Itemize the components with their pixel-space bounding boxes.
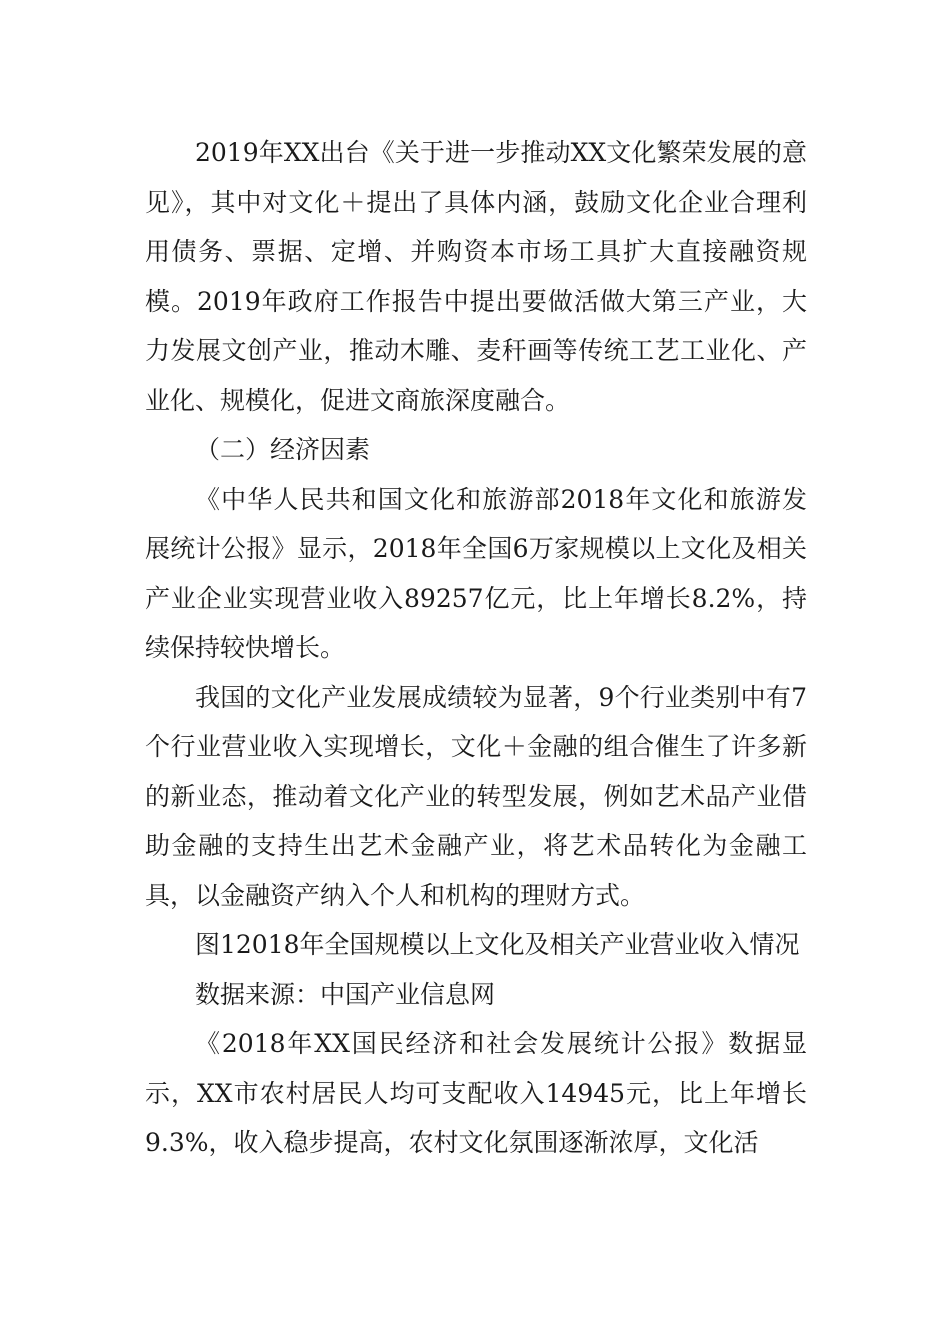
paragraph-rural-income: 《2018年XX国民经济和社会发展统计公报》数据显示，XX市农村居民人均可支配收入14945元，比上年增长9.3%，收入稳步提高，农村文化氛围逐渐浓厚，文化活 <box>145 1029 807 1157</box>
paragraph-policy: 2019年XX出台《关于进一步推动XX文化繁荣发展的意见》，其中对文化＋提出了具体内涵，鼓励文化企业合理利用债务、票据、定增、并购资本市场工具扩大直接融资规模。2019年政府工作报告中提出要做活做大第三产业，大力发展文创产业，推动木雕、麦秆画等传统工艺工业化、产业化、规模化，促进文商旅深度融合。 <box>145 138 807 415</box>
figure-caption: 图12018年全国规模以上文化及相关产业营业收入情况 <box>195 930 800 959</box>
section-heading-economic-factors: （二）经济因素 <box>195 435 371 464</box>
document-page <box>145 128 807 1168</box>
paragraph-industry-growth: 我国的文化产业发展成绩较为显著，9个行业类别中有7个行业营业收入实现增长，文化＋金融的组合催生了许多新的新业态，推动着文化产业的转型发展，例如艺术品产业借助金融的支持生出艺术金融产业，将艺术品转化为金融工具，以金融资产纳入个人和机构的理财方式。 <box>145 682 807 910</box>
data-source: 数据来源：中国产业信息网 <box>195 979 496 1009</box>
paragraph-statistics-bulletin: 《中华人民共和国文化和旅游部2018年文化和旅游发展统计公报》显示，2018年全国6万家规模以上文化及相关产业企业实现营业收入89257亿元，比上年增长8.2%，持续保持较快增长。 <box>145 484 807 662</box>
